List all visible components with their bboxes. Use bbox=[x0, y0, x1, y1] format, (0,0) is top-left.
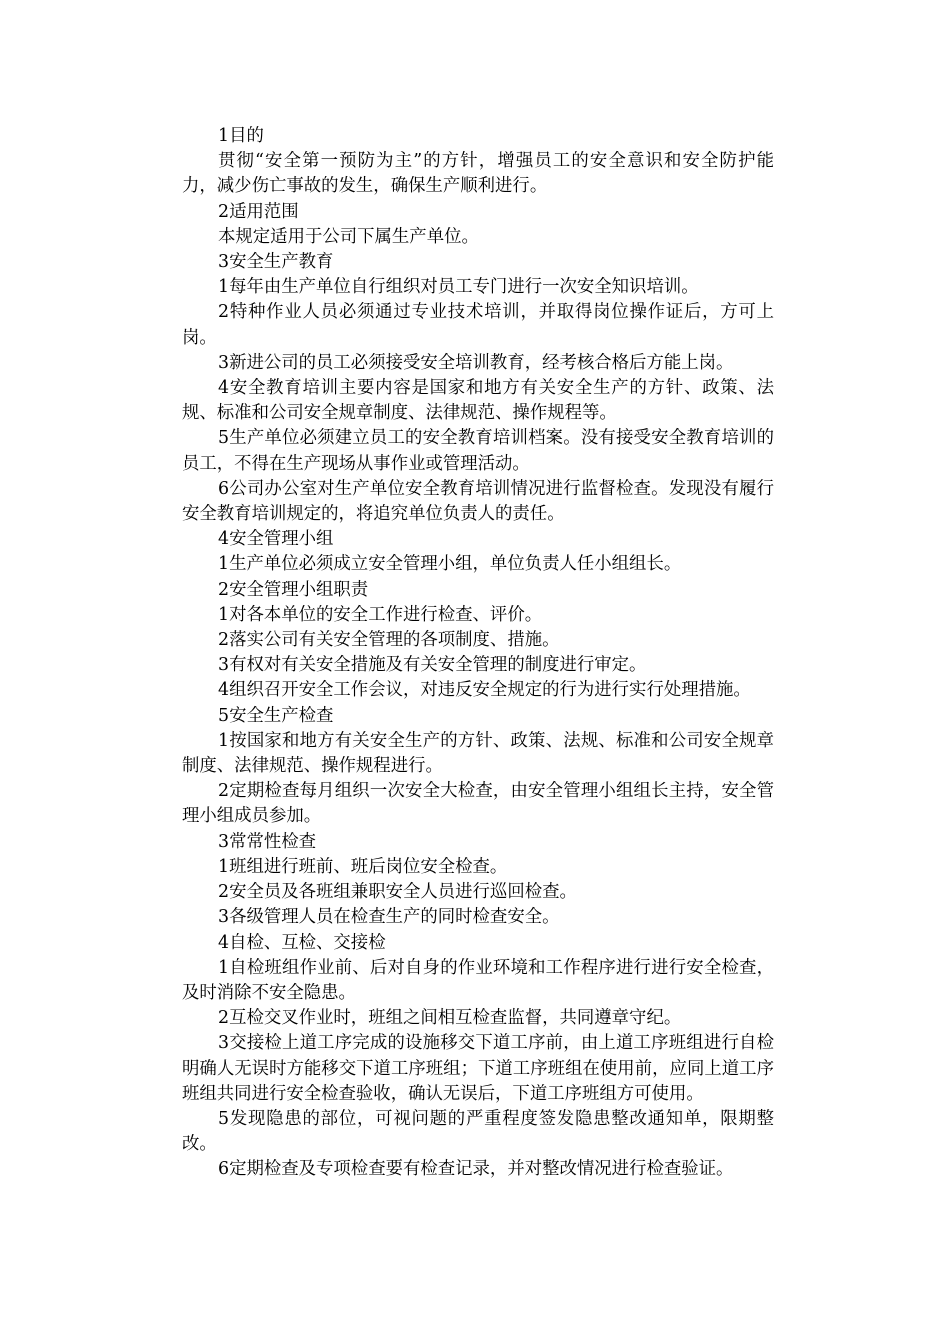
paragraph: 4组织召开安全工作会议，对违反安全规定的行为进行实行处理措施。 bbox=[218, 680, 751, 701]
paragraph: 1按国家和地方有关安全生产的方针、政策、法规、标准和公司安全规章制度、法律规范、操作规程进行。 bbox=[182, 730, 774, 777]
paragraph: 2落实公司有关安全管理的各项制度、措施。 bbox=[218, 630, 560, 651]
paragraph: 5安全生产检查 bbox=[218, 705, 334, 726]
paragraph: 3有权对有关安全措施及有关安全管理的制度进行审定。 bbox=[218, 655, 647, 676]
paragraph: 4安全教育培训主要内容是国家和地方有关安全生产的方针、政策、法规、标准和公司安全规章制度、法律规范、操作规程等。 bbox=[182, 378, 774, 424]
paragraph: 2适用范围 bbox=[218, 201, 299, 222]
paragraph: 3常常性检查 bbox=[218, 831, 317, 852]
paragraph: 2互检交叉作业时，班组之间相互检查监督，共同遵章守纪。 bbox=[218, 1008, 682, 1029]
paragraph: 1对各本单位的安全工作进行检查、评价。 bbox=[218, 604, 543, 625]
paragraph: 3各级管理人员在检查生产的同时检查安全。 bbox=[218, 907, 560, 928]
paragraph: 3交接检上道工序完成的设施移交下道工序前，由上道工序班组进行自检明确人无误时方能移交下道工序班组；下道工序班组在使用前，应同上道工序班组共同进行安全检查验收，确认无误后，下道工序班组方可使用。 bbox=[182, 1033, 774, 1104]
paragraph: 2特种作业人员必须通过专业技术培训，并取得岗位操作证后，方可上岗。 bbox=[182, 302, 774, 348]
paragraph: 4自检、互检、交接检 bbox=[218, 932, 386, 953]
paragraph: 1班组进行班前、班后岗位安全检查。 bbox=[218, 856, 508, 877]
paragraph: 6定期检查及专项检查要有检查记录，并对整改情况进行检查验证。 bbox=[218, 1159, 734, 1180]
paragraph: 3新进公司的员工必须接受安全培训教育，经考核合格后方能上岗。 bbox=[218, 352, 734, 373]
paragraph: 5发现隐患的部位，可视问题的严重程度签发隐患整改通知单，限期整改。 bbox=[182, 1108, 774, 1155]
paragraph: 1生产单位必须成立安全管理小组，单位负责人任小组组长。 bbox=[218, 554, 682, 575]
paragraph: 2安全管理小组职责 bbox=[218, 579, 369, 600]
paragraph: 6公司办公室对生产单位安全教育培训情况进行监督检查。发现没有履行安全教育培训规定的，将追究单位负责人的责任。 bbox=[182, 478, 774, 525]
paragraph: 1自检班组作业前、后对自身的作业环境和工作程序进行进行安全检查，及时消除不安全隐患。 bbox=[182, 957, 774, 1003]
paragraph: 1每年由生产单位自行组织对员工专门进行一次安全知识培训。 bbox=[218, 277, 699, 298]
paragraph: 4安全管理小组 bbox=[218, 529, 334, 550]
paragraph: 贯彻“安全第一预防为主”的方针，增强员工的安全意识和安全防护能力，减少伤亡事故的发生，确保生产顺利进行。 bbox=[182, 151, 774, 197]
paragraph: 1目的 bbox=[218, 126, 264, 146]
paragraph: 2定期检查每月组织一次安全大检查，由安全管理小组组长主持，安全管理小组成员参加。 bbox=[182, 781, 774, 827]
paragraph: 3安全生产教育 bbox=[218, 252, 334, 273]
paragraph: 本规定适用于公司下属生产单位。 bbox=[218, 226, 479, 247]
document-body bbox=[182, 124, 774, 1183]
paragraph: 5生产单位必须建立员工的安全教育培训档案。没有接受安全教育培训的员工，不得在生产现场从事作业或管理活动。 bbox=[182, 428, 774, 474]
paragraph: 2安全员及各班组兼职安全人员进行巡回检查。 bbox=[218, 882, 577, 903]
